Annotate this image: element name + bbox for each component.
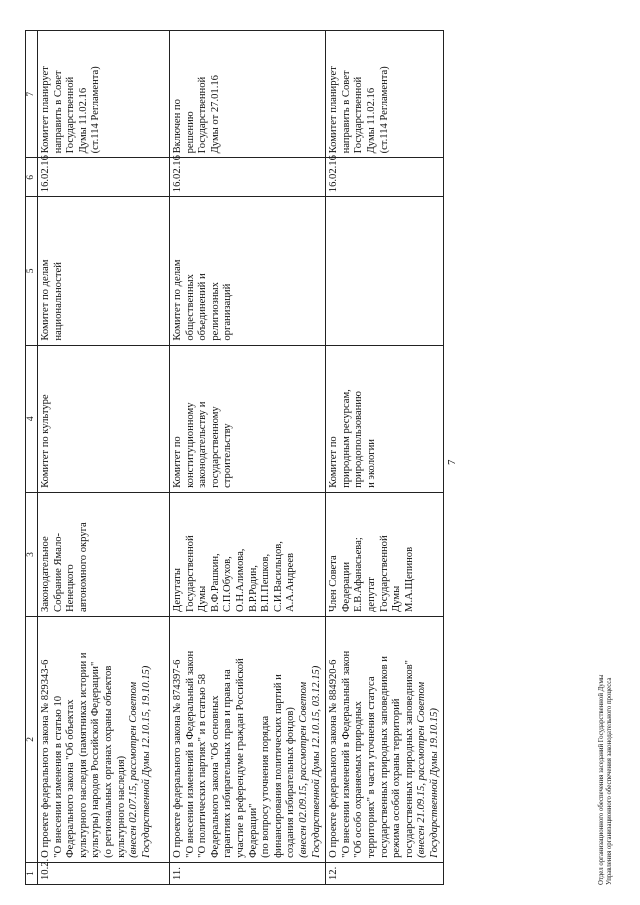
- author-line: Думы: [197, 585, 209, 612]
- plan-line: (ст.114 Регламента): [90, 66, 102, 154]
- plan-cell: [170, 31, 326, 158]
- co-committee-line: организаций: [222, 283, 234, 341]
- bill-title-line: "О внесении изменений в Федеральный закон: [184, 650, 196, 858]
- plan-cell: [326, 31, 444, 158]
- co-committee-line: национальностей: [52, 262, 64, 341]
- committee-cell: [326, 345, 444, 492]
- bill-title-line: Федерации": [247, 803, 259, 858]
- author-cell: [170, 492, 326, 616]
- footer: [598, 675, 614, 885]
- committee-line: и экологии: [365, 439, 377, 488]
- plan-line: Думы от 27.01.16: [209, 75, 221, 154]
- table-row: [38, 31, 170, 885]
- bill-title-cell: [38, 616, 170, 862]
- bill-title-line: (по вопросу уточнения порядка: [260, 715, 272, 858]
- author-line: С.И.Васильцов,: [272, 541, 284, 612]
- author-line: В.Ф.Рашкин,: [209, 553, 221, 612]
- date-cell: 16.02.16: [170, 158, 326, 197]
- bill-title-line: (о региональных органах охраны объектов: [102, 665, 114, 858]
- bill-title-line: культурного наследия): [115, 755, 127, 858]
- bill-title-line: финансирования политических партий и: [272, 674, 284, 858]
- author-line: В.П.Пешков,: [260, 553, 272, 612]
- bill-title-cell: [326, 616, 444, 862]
- header-cell: 1: [26, 862, 38, 884]
- table-row: [326, 31, 444, 885]
- committee-line: конституционному: [184, 402, 196, 488]
- bill-note-line: Государственной Думы 19.10.15): [428, 708, 440, 858]
- header-cell: 5: [26, 197, 38, 345]
- bill-title-line: государственных природных заповедников": [403, 660, 415, 858]
- bill-title-line: территориях" в части уточнения статуса: [365, 676, 377, 858]
- bill-title-line: "О внесении изменения в статью 10: [52, 695, 64, 858]
- committee-cell: [170, 345, 326, 492]
- item-number-cell: 10.2.: [38, 862, 170, 884]
- bill-title-line: гарантиях избирательных прав и права на: [222, 669, 234, 858]
- author-line: Собрание Ямало-: [52, 532, 64, 612]
- header-cell: 4: [26, 345, 38, 492]
- bill-title-line: создания избирательных фондов): [285, 707, 297, 858]
- bill-note-line: Государственной Думы 12.10.15, 19.10.15): [140, 665, 152, 858]
- header-cell: 3: [26, 492, 38, 616]
- author-line: Федерации: [340, 561, 352, 612]
- committee-line: Комитет по культуре: [40, 394, 51, 488]
- bill-note-line: Государственной Думы 12.10.15, 03.12.15): [310, 665, 322, 858]
- committee-line: Комитет по: [172, 436, 183, 488]
- author-line: Думы: [391, 585, 403, 612]
- plan-line: Думы 11.02.16: [365, 87, 377, 154]
- footer-line: Управления организационного обеспечения законодательного процесса: [606, 677, 613, 885]
- committee-line: законодательству и: [197, 401, 209, 488]
- plan-line: решению: [184, 111, 196, 154]
- author-line: Член Совета: [328, 555, 340, 612]
- author-line: Депутаты: [172, 568, 183, 612]
- co-committee-line: общественных: [184, 274, 196, 341]
- committee-line: природопользованию: [353, 391, 365, 488]
- co-committee-cell: [326, 197, 444, 345]
- plan-line: Комитет планирует: [328, 66, 340, 154]
- author-line: Государственной: [378, 535, 390, 612]
- plan-line: направить в Совет: [340, 70, 352, 154]
- plan-line: Включен по: [172, 99, 183, 154]
- committee-line: Комитет по: [328, 436, 340, 488]
- bill-title-line: О проекте федерального закона № 884920-6: [328, 659, 340, 858]
- bill-title-cell: [170, 616, 326, 862]
- committee-line: государственному: [209, 406, 221, 488]
- co-committee-line: объединений и: [197, 273, 209, 341]
- committee-line: природным ресурсам,: [340, 389, 352, 488]
- bill-title-line: Федерального закона "Об объектах: [65, 699, 77, 858]
- bill-note-line: (внесен 02.09.15, рассмотрен Советом: [297, 681, 309, 858]
- bill-title-line: режима особой охраны территорий: [391, 698, 403, 858]
- footer-line: Отдел организационного обеспечения заседаний Государственной Думы: [598, 674, 605, 885]
- header-cell: 7: [26, 31, 38, 158]
- author-line: О.Н.Алимова,: [234, 548, 246, 612]
- author-line: С.П.Обухов,: [222, 556, 234, 612]
- bills-table: [25, 30, 444, 885]
- bill-note-line: (внесен 21.09.15, рассмотрен Советом: [416, 681, 428, 858]
- header-row: [26, 31, 38, 885]
- date-cell: 16.02.16: [38, 158, 170, 197]
- author-line: А.А.Андреев: [285, 552, 297, 612]
- author-line: М.А.Щепинов: [403, 546, 415, 612]
- bill-title-line: О проекте федерального закона № 829343-6: [40, 659, 51, 858]
- bill-title-line: участие в референдуме граждан Российской: [234, 658, 246, 858]
- plan-line: Комитет планирует: [40, 66, 51, 154]
- author-line: В.Р.Родин,: [247, 565, 259, 612]
- bill-note-line: (внесен 02.07.15, рассмотрен Советом: [128, 681, 140, 858]
- table-row: [170, 31, 326, 885]
- bill-title-line: О проекте федерального закона № 874397-6: [172, 659, 183, 858]
- plan-cell: [38, 31, 170, 158]
- co-committee-line: Комитет по делам: [40, 259, 51, 341]
- author-line: автономного округа: [77, 522, 89, 612]
- page-number: 7: [446, 459, 458, 465]
- author-line: Ненецкого: [65, 564, 77, 612]
- header-cell: 6: [26, 158, 38, 197]
- plan-line: направить в Совет: [52, 70, 64, 154]
- author-line: депутат: [365, 577, 377, 612]
- author-cell: [326, 492, 444, 616]
- co-committee-line: религиозных: [209, 282, 221, 341]
- bill-title-line: Федерального закона "Об основных: [209, 695, 221, 858]
- committee-line: строительству: [222, 423, 234, 488]
- plan-line: Государственной: [65, 76, 77, 154]
- item-number-cell: 11.: [170, 862, 326, 884]
- plan-line: Государственной: [197, 76, 209, 154]
- author-line: Е.В.Афанасьева;: [353, 537, 365, 612]
- item-number-cell: 12.: [326, 862, 444, 884]
- co-committee-line: Комитет по делам: [172, 259, 183, 341]
- plan-line: Думы 11.02.16: [77, 87, 89, 154]
- author-line: Государственной: [184, 535, 196, 612]
- bill-title-line: "О внесении изменений в Федеральный закон: [340, 650, 352, 858]
- committee-cell: [38, 345, 170, 492]
- bill-title-line: государственных природных заповедников и: [378, 656, 390, 858]
- date-cell: 16.02.16: [326, 158, 444, 197]
- plan-line: (ст.114 Регламента): [378, 66, 390, 154]
- co-committee-cell: [170, 197, 326, 345]
- co-committee-cell: [38, 197, 170, 345]
- author-line: Законодательное: [40, 536, 51, 612]
- bill-title-line: "О политических партиях" и в статью 58: [197, 673, 209, 858]
- bill-title-line: культурного наследия (памятниках истории и: [77, 652, 89, 858]
- plan-line: Государственной: [353, 76, 365, 154]
- bill-title-line: "Об особо охраняемых природных: [353, 701, 365, 858]
- header-cell: 2: [26, 616, 38, 862]
- bill-title-line: культуры) народов Российской Федерации": [90, 661, 102, 858]
- author-cell: [38, 492, 170, 616]
